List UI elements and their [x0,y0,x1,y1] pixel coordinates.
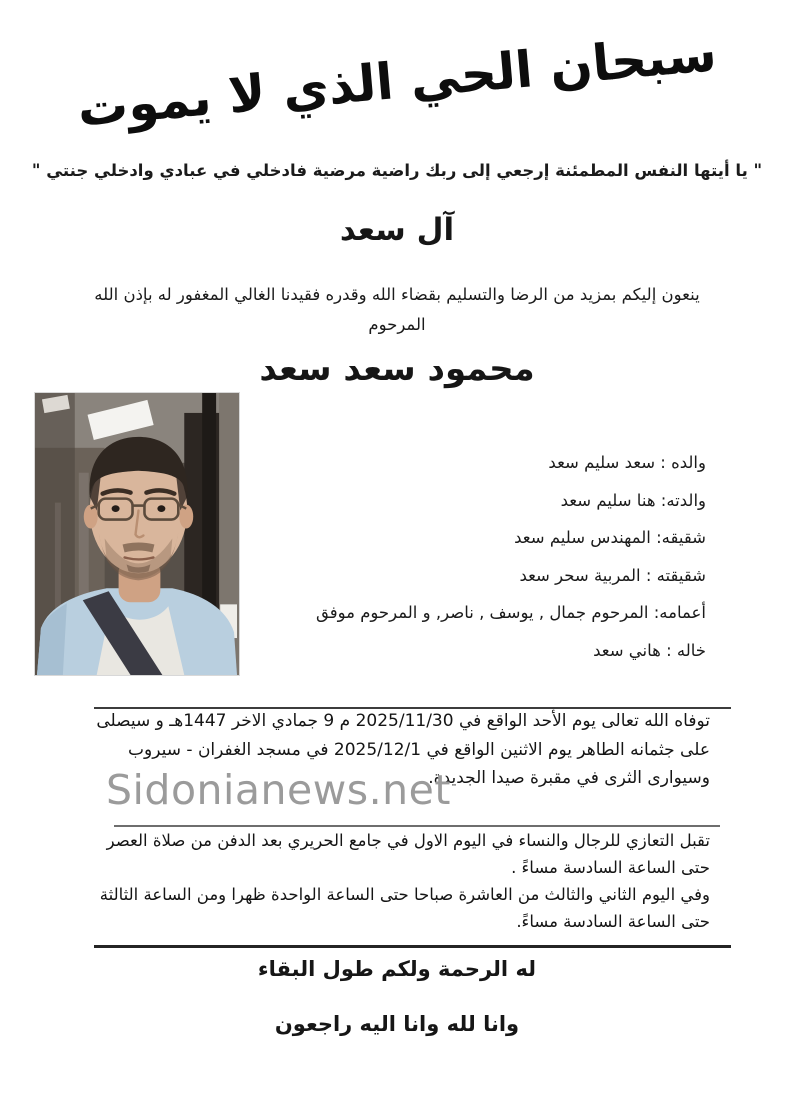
divider-bottom [94,945,731,948]
relative-father: والده : سعد سليم سعد [548,453,706,472]
news-site-watermark: Sidonianews.net [106,766,451,814]
relative-sister: شقيقته : المربية سحر سعد [519,565,706,585]
relative-brother: شقيقه: المهندس سليم سعد [514,528,706,547]
quran-verse: " يا أيتها النفس المطمئنة إرجعي إلى ربك راضية مرضية فادخلي في عبادي وادخلي جنتي " [31,161,763,180]
calligraphy-title: سبحان الحي الذي لا يموت [75,24,719,138]
condolences-details [90,827,710,935]
closing-mercy-line: له الرحمة ولكم طول البقاء [257,957,537,981]
deceased-photo [34,392,240,676]
relative-maternal-uncle: خاله : هاني سعد [593,640,706,660]
relative-mother: والدته: هنا سليم سعد [560,490,706,510]
condolences-line-4: حتى الساعة السادسة مساءً. [516,912,710,931]
condolences-line-2: حتى الساعة السادسة مساءً . [511,858,710,877]
relatives-list [316,444,706,669]
funeral-line-2: على جثمانه الطاهر يوم الاثنين الواقع في 2025/12/1 في مسجد الغفران - سيروب [128,739,710,760]
deceased-photo-illustration [35,393,239,675]
funeral-line-1: توفاه الله تعالى يوم الأحد الواقع في 2025/11/30 م 9 جمادي الاخر 1447هـ و سيصلى [96,711,710,731]
announcement-block [0,280,794,340]
announcement-deceased-word: المرحوم [368,315,426,334]
closing-inna-lillah-line: وانا لله وانا اليه راجعون [274,1012,520,1036]
family-name-title: آل سعد [339,212,455,248]
funeral-line-3: وسيوارى الثرى في مقبرة صيدا الجديدة. [428,768,710,788]
condolences-line-3: وفي اليوم الثاني والثالث من العاشرة صباحا حتى الساعة الواحدة ظهرا ومن الساعة الثالثة [99,885,710,904]
condolences-line-1: تقبل التعازي للرجال والنساء في اليوم الاول في جامع الحريري بعد الدفن من صلاة العصر [106,831,710,850]
deceased-name: محمود سعد سعد [259,349,535,389]
relative-uncles: أعمامه: المرحوم جمال , يوسف , ناصر, و المرحوم موفق [315,603,706,622]
announcement-line: ينعون إليكم بمزيد من الرضا والتسليم بقضاء الله وقدره فقيدنا الغالي المغفور له بإذن الله [94,285,700,304]
